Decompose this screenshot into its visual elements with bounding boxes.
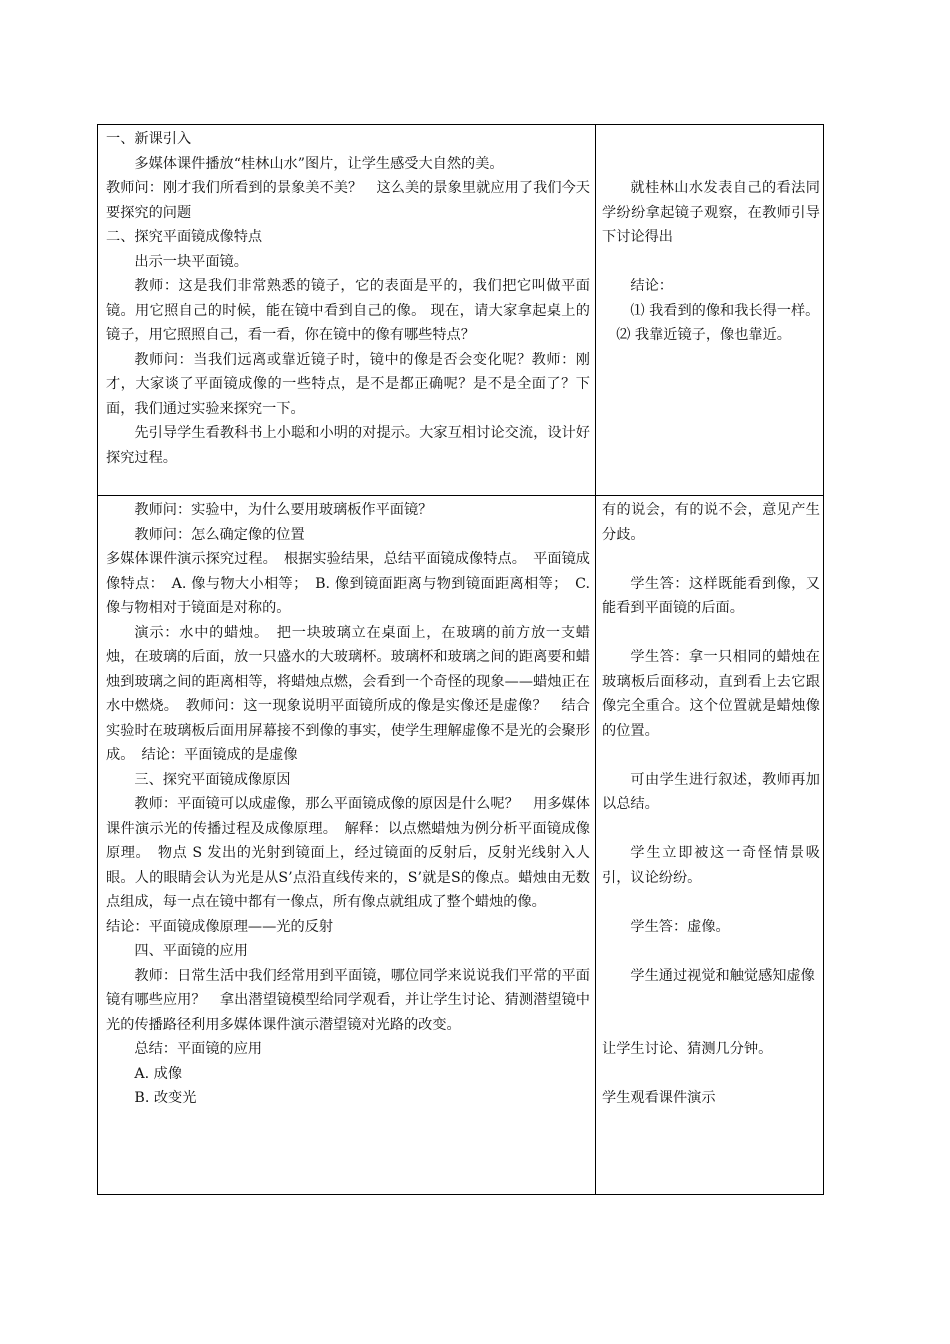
- paragraph: 一、新课引入: [106, 131, 192, 147]
- blank-line: [602, 939, 820, 964]
- paragraph: 学生答：拿一只相同的蜡烛在玻璃板后面移动，直到看上去它跟像完全重合。这个位置就是蜡烛像的位置。: [602, 649, 820, 739]
- blank-line: [602, 1062, 820, 1087]
- paragraph: 总结：平面镜的应用: [134, 1041, 263, 1057]
- blank-line: [602, 1013, 820, 1038]
- paragraph: 可由学生进行叙述，教师再加以总结。: [602, 771, 820, 812]
- paragraph: 学生立即被这一奇怪情景吸引，议论纷纷。: [602, 845, 820, 886]
- paragraph: 学生观看课件演示: [602, 1090, 716, 1106]
- column-divider: [595, 125, 596, 1194]
- blank-line: [602, 743, 820, 768]
- paragraph: 教师问：实验中，为什么要用玻璃板作平面镜？: [134, 502, 433, 518]
- paragraph: 教师：平面镜可以成虚像，那么平面镜成像的原因是什么呢？ 用多媒体课件演示光的传播过程及成像原理。 解释：以点燃蜡烛为例分析平面镜成像原理。 物点 S 发出的光射到镜面上，经过镜面的反射后，反射光线射入人眼。人的眼睛会认为光是从S’点沿直线传来的，S’就是S的像点。蜡烛由无数点组成，每一点在镜中都有一像点，所有像点就组成了整个蜡烛的像。: [106, 796, 590, 910]
- paragraph: 教师：这是我们非常熟悉的镜子，它的表面是平的，我们把它叫做平面镜。用它照自己的时候，能在镜中看到自己的像。 现在，请大家拿起桌上的镜子，用它照照自己，看一看，你在镜中的像有哪些特点？: [106, 278, 590, 343]
- paragraph: ⑵ 我靠近镜子，像也靠近。: [616, 327, 791, 343]
- paragraph: 四、平面镜的应用: [134, 943, 248, 959]
- paragraph: 结论：平面镜成像原理——光的反射: [106, 918, 334, 935]
- paragraph: 多媒体课件播放“桂林山水”图片，让学生感受大自然的美。: [134, 155, 504, 172]
- blank-line: [602, 890, 820, 915]
- row-divider: [98, 495, 823, 496]
- blank-line: [602, 250, 820, 275]
- paragraph: 多媒体课件演示探究过程。 根据实验结果，总结平面镜成像特点。 平面镜成像特点： A. 像与物大小相等； B. 像到镜面距离与物到镜面距离相等； C. 像与物相对于镜面是对称的。: [106, 551, 590, 616]
- blank-line: [602, 988, 820, 1013]
- blank-line: [602, 152, 820, 177]
- paragraph: 教师问：当我们远离或靠近镜子时，镜中的像是否会变化呢？教师：刚才，大家谈了平面镜成像的一些特点，是不是都正确呢？是不是全面了？下面，我们通过实验来探究一下。: [106, 351, 590, 417]
- row1-student-activity: [602, 127, 820, 493]
- paragraph: 有的说会，有的说不会，意见产生分歧。: [602, 502, 820, 543]
- paragraph: 三、探究平面镜成像原因: [134, 771, 291, 788]
- paragraph: 让学生讨论、猜测几分钟。: [602, 1041, 773, 1057]
- paragraph: B. 改变光: [134, 1090, 197, 1106]
- blank-line: [602, 621, 820, 646]
- paragraph: 出示一块平面镜。: [134, 253, 248, 270]
- paragraph: 学生答：虚像。: [630, 918, 730, 935]
- lesson-plan-table: [97, 124, 824, 1195]
- paragraph: 演示：水中的蜡烛。 把一块玻璃立在桌面上，在玻璃的前方放一支蜡烛，在玻璃的后面，放一只盛水的大玻璃杯。玻璃杯和玻璃之间的距离要和蜡烛到玻璃之间的距离相等，将蜡烛点燃，会看到一个奇怪的现象——蜡烛正在水中燃烧。 教师问：这一现象说明平面镜所成的像是实像还是虚像？ 结合实验时在玻璃板后面用屏幕接不到像的事实，使学生理解虚像不是光的会聚形成。 结论：平面镜成的是虚像: [106, 624, 590, 763]
- blank-line: [602, 127, 820, 152]
- paragraph: 学生通过视觉和触觉感知虚像: [630, 967, 815, 984]
- blank-line: [602, 817, 820, 842]
- paragraph: 结论：: [630, 278, 673, 294]
- paragraph: A. 成像: [134, 1065, 183, 1082]
- paragraph: 教师：日常生活中我们经常用到平面镜，哪位同学来说说我们平常的平面镜有哪些应用？ 拿出潜望镜模型给同学观看，并让学生讨论、猜测潜望镜中光的传播路径利用多媒体课件演示潜望镜对光路的改变。: [106, 967, 590, 1033]
- paragraph: 二、探究平面镜成像特点: [106, 229, 263, 245]
- blank-line: [602, 547, 820, 572]
- paragraph: 就桂林山水发表自己的看法同学纷纷拿起镜子观察，在教师引导下讨论得出: [602, 180, 820, 245]
- row2-teacher-activity: [106, 498, 590, 1192]
- paragraph: 教师问：怎么确定像的位置: [134, 526, 305, 543]
- paragraph: 先引导学生看教科书上小聪和小明的对提示。大家互相讨论交流，设计好探究过程。: [106, 425, 590, 466]
- paragraph: ⑴ 我看到的像和我长得一样。: [630, 302, 820, 319]
- row2-student-activity: [602, 498, 820, 1192]
- paragraph: 学生答：这样既能看到像，又能看到平面镜的后面。: [602, 575, 820, 616]
- row1-teacher-activity: [106, 127, 590, 493]
- paragraph: 教师问：刚才我们所看到的景象美不美？ 这么美的景象里就应用了我们今天要探究的问题: [106, 180, 590, 221]
